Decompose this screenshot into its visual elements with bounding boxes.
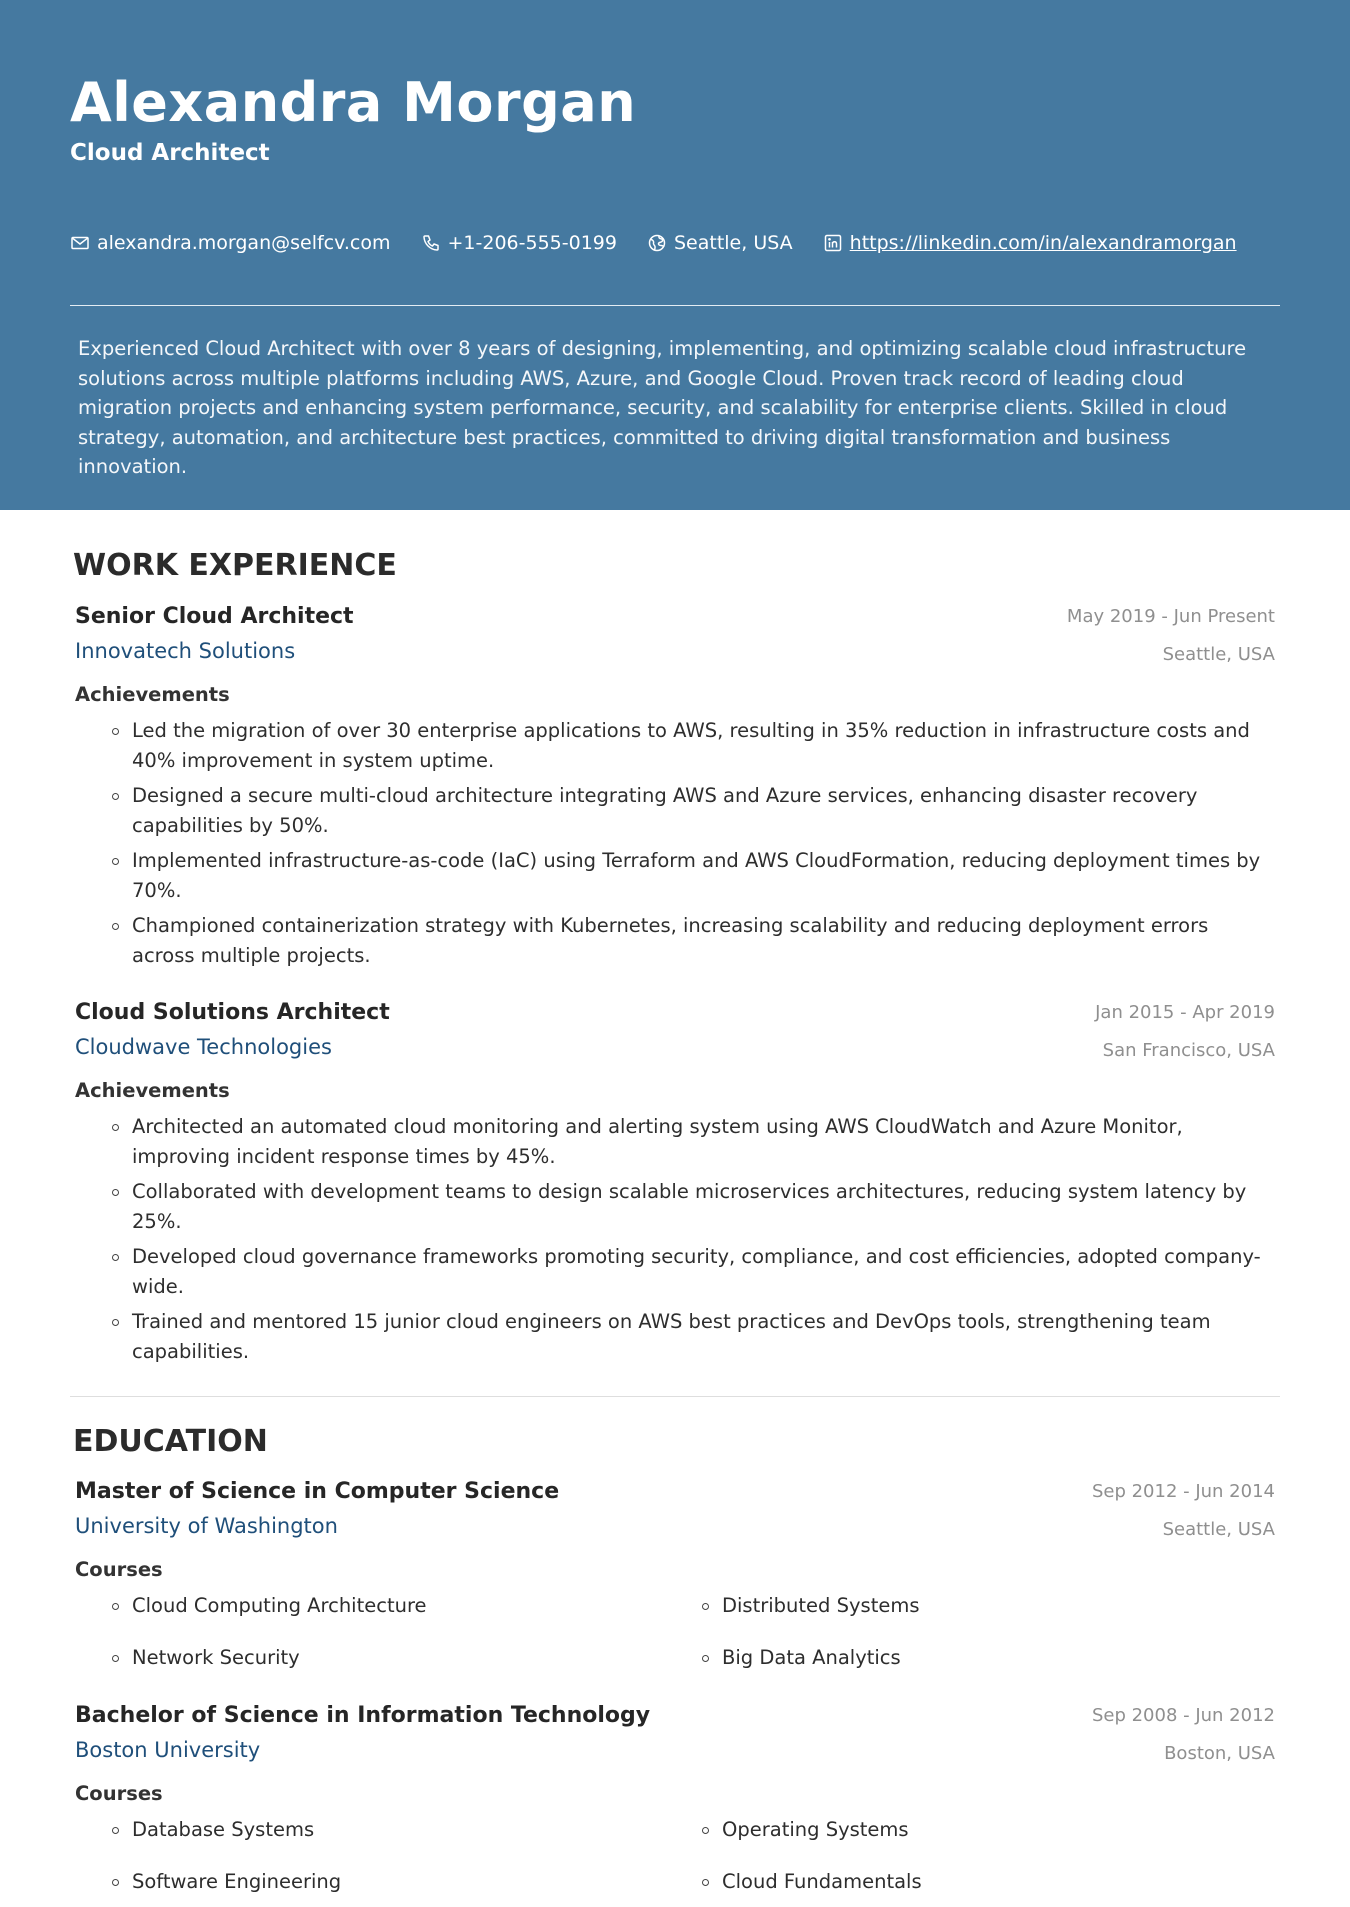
education-section (73, 1422, 1275, 1462)
list-item: Trained and mentored 15 junior cloud engineers on AWS best practices and DevOps tools, strengthening team capabilities. (132, 1307, 1275, 1366)
list-item: Championed containerization strategy with Kubernetes, increasing scalability and reducing deployment errors across multiple projects. (132, 911, 1275, 970)
school-name: Boston University (75, 1738, 261, 1762)
contact-email[interactable] (70, 232, 391, 254)
achievements-list (75, 1112, 1275, 1366)
list-item: Distributed Systems (722, 1591, 1275, 1621)
section-title: WORK EXPERIENCE (73, 548, 397, 583)
list-item: Big Data Analytics (722, 1643, 1275, 1673)
email-text: alexandra.morgan@selfcv.com (97, 232, 391, 254)
section-divider (70, 1396, 1280, 1397)
list-item: Network Security (132, 1643, 722, 1673)
courses-list (75, 1815, 1275, 1896)
work-entry (75, 602, 1275, 976)
header-divider (70, 305, 1280, 306)
contact-location (647, 232, 793, 254)
phone-text: +1-206-555-0199 (447, 232, 617, 254)
resume-header (0, 0, 1350, 510)
mail-icon (70, 233, 90, 253)
achievements-label: Achievements (75, 683, 230, 706)
job-location: Seattle, USA (1162, 644, 1275, 665)
list-item: Software Engineering (132, 1867, 722, 1897)
linkedin-link[interactable]: https://linkedin.com/in/alexandramorgan (849, 232, 1237, 254)
list-item: Operating Systems (722, 1815, 1275, 1845)
list-item: Implemented infrastructure-as-code (IaC) using Terraform and AWS CloudFormation, reducing deployment times by 70%. (132, 846, 1275, 905)
list-item: Collaborated with development teams to design scalable microservices architectures, reducing system latency by 25%. (132, 1177, 1275, 1236)
courses-label: Courses (75, 1782, 163, 1805)
courses-label: Courses (75, 1558, 163, 1581)
education-location: Boston, USA (1164, 1743, 1275, 1764)
candidate-role: Cloud Architect (70, 140, 270, 166)
candidate-name: Alexandra Morgan (70, 71, 637, 134)
company-name: Cloudwave Technologies (75, 1035, 332, 1059)
contact-bar (70, 232, 1280, 254)
education-entry (75, 1477, 1275, 1672)
list-item: Database Systems (132, 1815, 722, 1845)
contact-linkedin[interactable] (823, 232, 1237, 254)
location-text: Seattle, USA (673, 232, 793, 254)
contact-phone[interactable] (421, 232, 617, 254)
list-item: Led the migration of over 30 enterprise applications to AWS, resulting in 35% reduction in infrastructure costs and 40% improvement in system uptime. (132, 716, 1275, 775)
list-item: Developed cloud governance frameworks promoting security, compliance, and cost efficiencies, adopted company-wide. (132, 1242, 1275, 1301)
company-name: Innovatech Solutions (75, 639, 296, 663)
degree-title: Bachelor of Science in Information Technology (75, 1703, 651, 1728)
list-item: Architected an automated cloud monitoring and alerting system using AWS CloudWatch and Azure Monitor, improving incident response times by 45%. (132, 1112, 1275, 1171)
education-dates: Sep 2008 - Jun 2012 (1091, 1705, 1275, 1726)
achievements-label: Achievements (75, 1079, 230, 1102)
job-location: San Francisco, USA (1102, 1040, 1275, 1061)
education-location: Seattle, USA (1162, 1519, 1275, 1540)
list-item: Cloud Fundamentals (722, 1867, 1275, 1897)
list-item: Cloud Computing Architecture (132, 1591, 722, 1621)
work-experience-section (73, 546, 1275, 586)
job-dates: Jan 2015 - Apr 2019 (1095, 1002, 1275, 1023)
list-item: Designed a secure multi-cloud architecture integrating AWS and Azure services, enhancing disaster recovery capabilities by 50%. (132, 781, 1275, 840)
work-entry (75, 998, 1275, 1372)
courses-list (75, 1591, 1275, 1672)
education-dates: Sep 2012 - Jun 2014 (1091, 1481, 1275, 1502)
job-dates: May 2019 - Jun Present (1066, 606, 1275, 627)
job-title: Senior Cloud Architect (75, 604, 354, 629)
globe-icon (647, 233, 667, 253)
section-title: EDUCATION (73, 1424, 268, 1459)
degree-title: Master of Science in Computer Science (75, 1479, 560, 1504)
achievements-list (75, 716, 1275, 970)
linkedin-icon (823, 233, 843, 253)
education-entry (75, 1701, 1275, 1896)
job-title: Cloud Solutions Architect (75, 1000, 390, 1025)
phone-icon (421, 233, 441, 253)
profile-summary: Experienced Cloud Architect with over 8 years of designing, implementing, and optimizing scalable cloud infrastructure solutions across multiple platforms including AWS, Azure, and Google Cloud. Proven track record of leading cloud migration projects and enhancing system performance, security, and scalability for enterprise clients. Skilled in cloud strategy, automation, and architecture best practices, committed to driving digital transformation and business innovation. (78, 337, 1247, 478)
school-name: University of Washington (75, 1514, 338, 1538)
